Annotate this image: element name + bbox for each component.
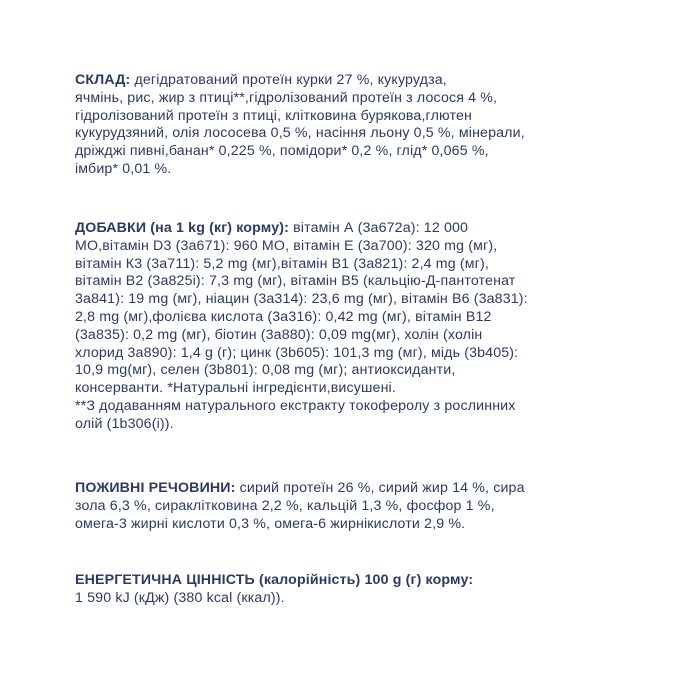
nutrients-line-2: зола 6,3 %, сираклітковина 2,2 %, кальцій 1,3 %, фосфор 1 %, (75, 497, 495, 514)
additives-line-5: 3a841): 19 mg (мг), ніацин (3a314): 23,6 mg (мг), вітамін В6 (3a831): (75, 291, 528, 308)
additives-line-10: консерванти. *Натуральні інгредієнти,висушені. (75, 380, 396, 397)
nutrients-line-1 (75, 480, 525, 498)
additives-line-2: МО,вітамін D3 (3a671): 960 МО, вітамін Е (3a700): 320 mg (мг), (75, 237, 498, 254)
additives-text: вітамін А (3a672a): 12 000 (289, 220, 469, 236)
nutrients-heading: ПОЖИВНІ РЕЧОВИНИ: (75, 480, 236, 496)
additives-line-4: вітамін В2 (3a825i): 7,3 mg (мг), вітамін В5 (кальцію-Д-пантотенат (75, 273, 516, 290)
composition-line-2: ячмінь, рис, жир з птиці**,гідролізований протеїн з лосося 4 %, (75, 89, 498, 106)
energy-section (75, 572, 473, 608)
additives-line-1 (75, 220, 528, 238)
nutrients-line-3: омега-3 жирні кислоти 0,3 %, омега-6 жирнікислоти 2,9 %. (75, 515, 466, 532)
additives-line-12: олій (1b306(i)). (75, 415, 174, 432)
additives-line-6: 2,8 mg (мг),фолієва кислота (3a316): 0,42 mg (мг), вітамін В12 (75, 308, 492, 325)
energy-heading: ЕНЕРГЕТИЧНА ЦІННІСТЬ (калорійність) 100 g (г) корму: (75, 572, 474, 588)
nutrients-text: сирий протеїн 26 %, сирий жир 14 %, сира (235, 480, 525, 496)
additives-line-9: 10,9 mg(мг), селен (3b801): 0,08 mg (мг); антиоксиданти, (75, 362, 456, 379)
additives-line-3: вітамін К3 (3a711): 5,2 mg (мг),вітамін В1 (3a821): 2,4 mg (мг), (75, 255, 489, 272)
additives-heading: ДОБАВКИ (на 1 kg (кг) корму): (75, 220, 290, 236)
additives-section (75, 220, 528, 434)
composition-heading: СКЛАД: (75, 72, 131, 88)
composition-line-6: імбир* 0,01 %. (75, 160, 172, 177)
additives-line-7: (3a835): 0,2 mg (мг), біотин (3a880): 0,09 mg(мг), холін (холін (75, 326, 483, 343)
composition-line-3: гідролізований протеїн з птиці, клітковина бурякова,глютен (75, 107, 472, 124)
composition-line-4: кукурудзяний, олія лососева 0,5 %, насіння льону 0,5 %, мінерали, (75, 125, 525, 142)
composition-section (75, 72, 525, 179)
nutrients-section (75, 480, 525, 533)
composition-line-1 (75, 72, 525, 90)
energy-line-2: 1 590 kJ (кДж) (380 kcal (ккал)). (75, 589, 285, 606)
additives-line-11: **З додаванням натурального екстракту токоферолу з рослинних (75, 397, 516, 414)
composition-line-5: дріжджі пивні,банан* 0,225 %, помідори* 0,2 %, глід* 0,065 %, (75, 143, 489, 160)
energy-line-1 (75, 572, 473, 590)
composition-text: дегідратований протеїн курки 27 %, кукурудза, (130, 72, 447, 88)
additives-line-8: хлорид 3a890): 1,4 g (г); цинк (3b605): 101,3 mg (мг), мідь (3b405): (75, 344, 519, 361)
